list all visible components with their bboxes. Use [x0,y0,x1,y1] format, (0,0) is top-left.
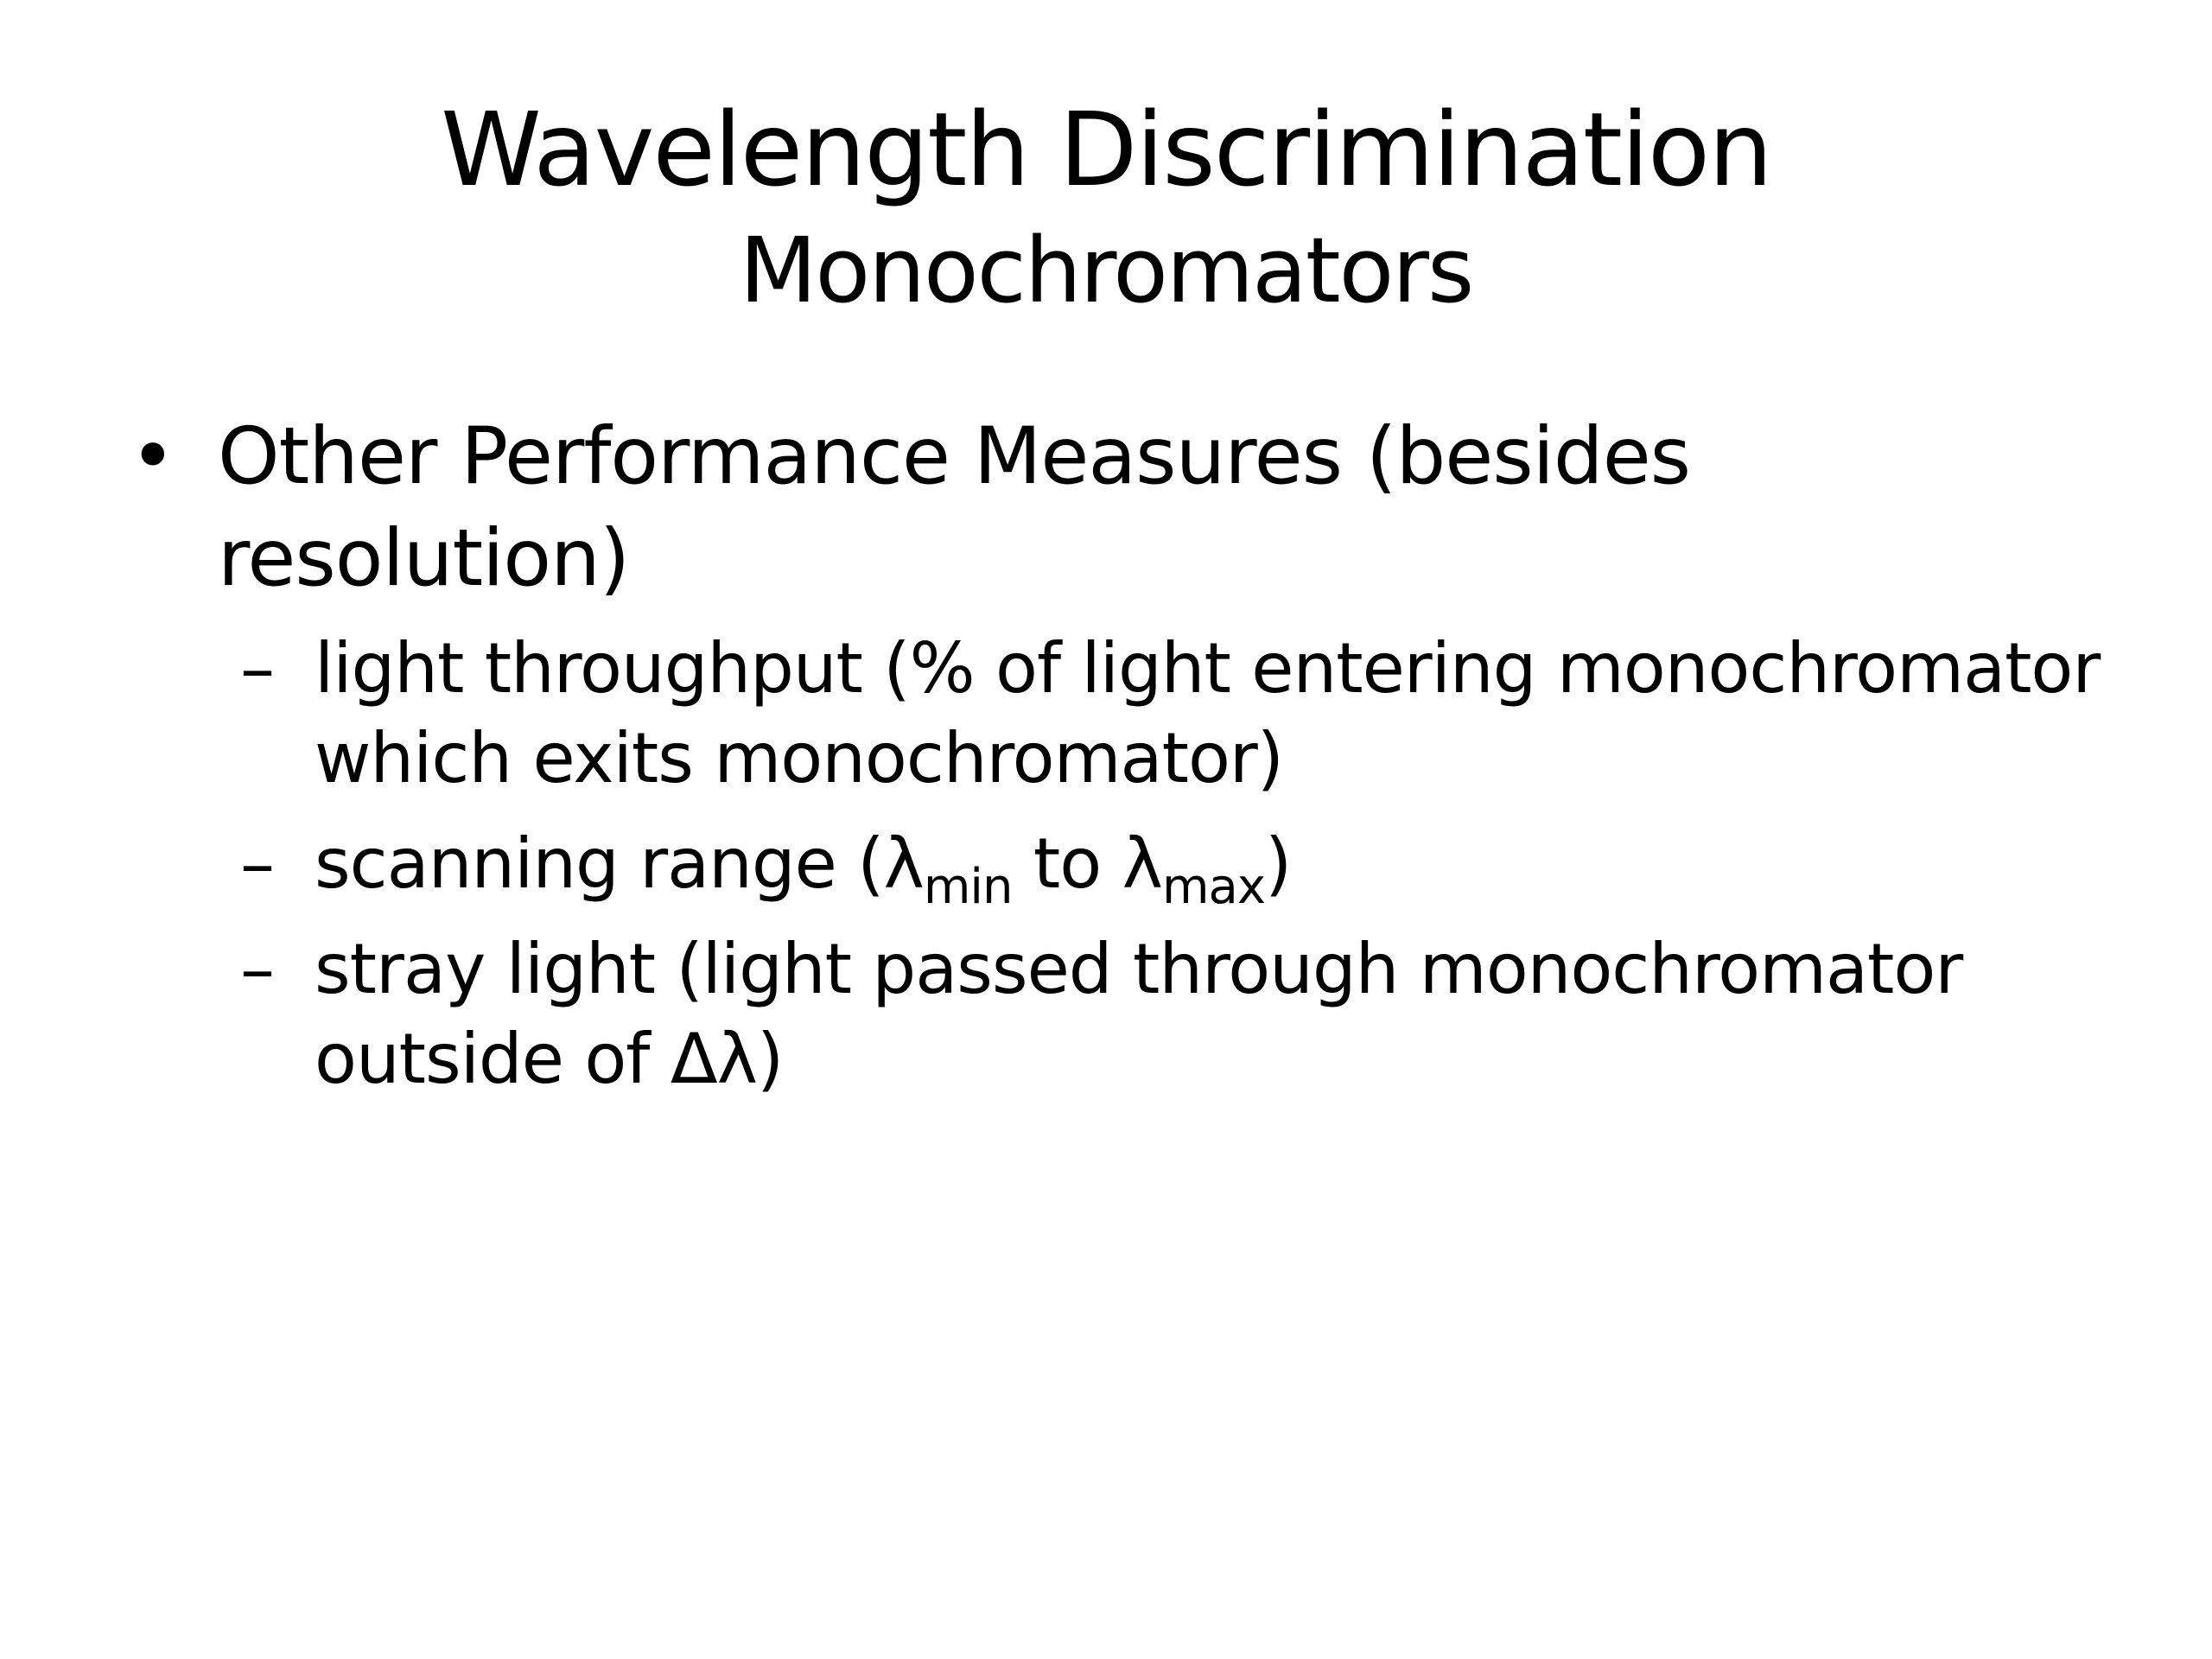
sub-bullet-stray-light [240,925,2117,1104]
bullet-list [130,406,2117,1120]
slide-subtitle: Monochromators [739,218,1473,323]
dash-icon: – [240,929,274,1009]
sub-bullet-light-throughput [240,624,2117,804]
sub-bullet-scanning-range [240,819,2117,915]
sub-bullet-text: stray light (light passed through monochromator outside of Δλ) [315,929,1963,1099]
dash-icon: – [240,628,274,709]
slide-title: Wavelength Discrimination [441,90,1771,209]
bullet-item [130,406,2117,610]
lambda-symbol: λ [883,823,924,904]
sub-bullet-text-prefix: scanning range ( [315,823,884,904]
lambda-symbol: λ [1122,823,1162,904]
subscript-min: min [923,859,1013,915]
bullet-text: Other Performance Measures (besides resolution) [218,411,1691,604]
sub-bullet-text-suffix: ) [1264,823,1292,904]
sub-bullet-text-middle: to [1012,823,1122,904]
subscript-max: max [1161,859,1265,915]
sub-bullet-list [130,624,2117,1104]
title-block [0,86,2212,328]
dash-icon: – [240,823,274,904]
sub-bullet-text: light throughput (% of light entering monochromator which exits monochromator) [315,628,2101,798]
bullet-dot-icon: • [130,411,175,502]
